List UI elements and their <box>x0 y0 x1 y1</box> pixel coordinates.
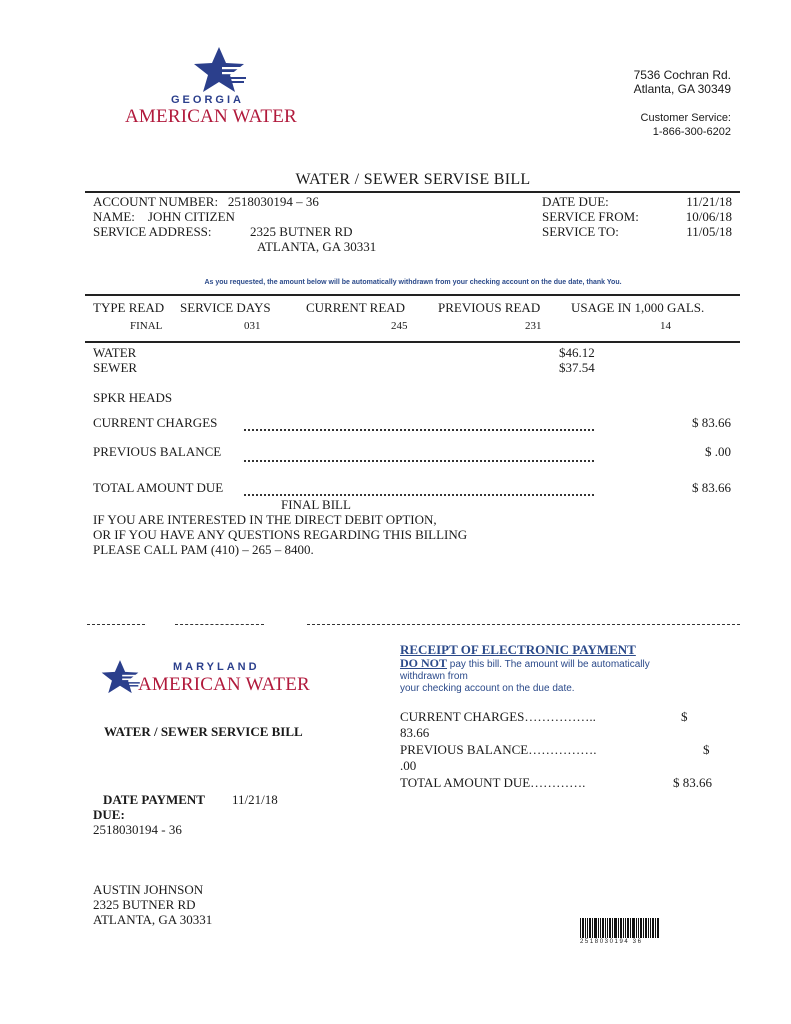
title-rule <box>85 191 740 193</box>
customer-service-label: Customer Service: <box>640 112 731 124</box>
reads-cell-days: 031 <box>244 320 261 332</box>
account-block <box>93 194 376 254</box>
reads-cell-previous: 231 <box>525 320 542 332</box>
star-flag-icon <box>189 45 249 95</box>
company-address-line1: 7536 Cochran Rd. <box>633 68 731 82</box>
reads-header-type: TYPE READ <box>93 300 165 315</box>
account-number-value: 2518030194 – 36 <box>227 194 319 209</box>
receipt-note-line1 <box>400 657 720 671</box>
reads-row <box>0 320 791 334</box>
logo-wordmark: AMERICAN WATER <box>138 674 310 695</box>
contact-note <box>93 512 467 557</box>
date-due-row <box>542 194 732 209</box>
account-number-row <box>93 194 376 209</box>
maryland-logo <box>98 655 313 705</box>
stub-customer-line1: 2325 BUTNER RD <box>93 897 196 912</box>
water-label: WATER <box>93 345 137 360</box>
sewer-value: $37.54 <box>559 360 595 375</box>
receipt-current-value: 83.66 <box>400 725 430 740</box>
contact-note-line2: OR IF YOU HAVE ANY QUESTIONS REGARDING THIS BILLING <box>93 527 468 542</box>
tear-line-right <box>307 624 740 625</box>
receipt-current-label: CURRENT CHARGES…………….. <box>400 709 596 724</box>
logo-wordmark: AMERICAN WATER <box>125 106 297 127</box>
name-label: NAME: <box>93 209 135 224</box>
current-charges-label: CURRENT CHARGES <box>93 415 218 430</box>
stub-title: WATER / SEWER SERVICE BILL <box>104 724 303 739</box>
reads-header-usage: USAGE IN 1,000 GALS. <box>571 300 705 315</box>
reads-header-current: CURRENT READ <box>306 300 406 315</box>
tear-line-mid <box>175 624 264 625</box>
barcode-icon <box>580 918 660 938</box>
current-charges-value: $ 83.66 <box>692 415 731 430</box>
contact-note-line3: PLEASE CALL PAM (410) – 265 – 8400. <box>93 542 314 557</box>
service-to-label: SERVICE TO: <box>542 224 619 239</box>
service-address-line1: 2325 BUTNER RD <box>250 224 353 239</box>
stub-due-label: DUE: <box>93 807 125 822</box>
service-address-row <box>93 224 376 239</box>
final-bill-label: FINAL BILL <box>281 497 351 512</box>
name-row <box>93 209 376 224</box>
customer-service <box>531 111 731 139</box>
service-address-line2: ATLANTA, GA 30331 <box>257 239 377 254</box>
service-to-value: 11/05/18 <box>686 224 732 239</box>
receipt-current-dollar: $ <box>681 709 688 724</box>
receipt-do-not: DO NOT <box>400 656 448 670</box>
account-number-label: ACCOUNT NUMBER: <box>93 194 219 209</box>
receipt-previous-label: PREVIOUS BALANCE……………. <box>400 742 597 757</box>
current-charges-leader <box>244 429 594 431</box>
reads-cell-usage: 14 <box>660 320 671 332</box>
barcode-number: 2518030194 36 <box>580 939 643 945</box>
previous-balance-value: $ .00 <box>705 444 731 459</box>
autopay-note: As you requested, the amount below will be automatically withdrawn from your checking account on the due date, thank You. <box>204 279 622 286</box>
company-address <box>531 68 731 96</box>
previous-balance-label: PREVIOUS BALANCE <box>93 444 222 459</box>
total-due-label: TOTAL AMOUNT DUE <box>93 480 224 495</box>
service-from-value: 10/06/18 <box>685 209 732 224</box>
reads-cell-type: FINAL <box>130 320 163 332</box>
date-due-value: 11/21/18 <box>686 194 732 209</box>
reads-header <box>0 300 791 316</box>
reads-header-days: SERVICE DAYS <box>180 300 271 315</box>
star-flag-icon <box>98 657 142 697</box>
customer-service-phone: 1-866-300-6202 <box>652 126 731 138</box>
stub-date-payment-label: DATE PAYMENT <box>103 792 205 807</box>
service-from-label: SERVICE FROM: <box>542 209 639 224</box>
service-to-row <box>542 224 732 239</box>
reads-top-rule <box>85 294 740 296</box>
receipt-note-text1: pay this bill. The amount will be automatically <box>449 659 650 670</box>
total-due-leader <box>244 494 594 496</box>
stub-customer-line2: ATLANTA, GA 30331 <box>93 912 213 927</box>
reads-cell-current: 245 <box>391 320 408 332</box>
reads-header-previous: PREVIOUS READ <box>438 300 541 315</box>
logo-state: MARYLAND <box>173 661 260 673</box>
previous-balance-leader <box>244 460 594 462</box>
spkr-heads-label: SPKR HEADS <box>93 390 173 405</box>
water-value: $46.12 <box>559 345 595 360</box>
company-address-line2: Atlanta, GA 30349 <box>633 82 731 96</box>
georgia-logo <box>125 45 310 130</box>
receipt-previous-value: .00 <box>400 758 417 773</box>
receipt-note-line3: your checking account on the due date. <box>400 683 575 694</box>
reads-bottom-rule <box>85 341 740 343</box>
total-due-value: $ 83.66 <box>692 480 731 495</box>
receipt-total-label: TOTAL AMOUNT DUE…………. <box>400 775 586 790</box>
receipt-title: RECEIPT OF ELECTRONIC PAYMENT <box>400 642 636 657</box>
stub-customer-name: AUSTIN JOHNSON <box>93 882 204 897</box>
tear-line-left <box>87 624 145 625</box>
stub-date-value: 11/21/18 <box>232 792 278 807</box>
receipt-total-value: $ 83.66 <box>673 775 712 790</box>
receipt-note <box>400 657 720 695</box>
date-due-label: DATE DUE: <box>542 194 609 209</box>
stub-account: 2518030194 - 36 <box>93 822 182 837</box>
stub-customer <box>93 882 212 927</box>
name-value: JOHN CITIZEN <box>147 209 235 224</box>
receipt-note-line2: withdrawn from <box>400 671 468 682</box>
sewer-label: SEWER <box>93 360 138 375</box>
receipt-previous-dollar: $ <box>703 742 710 757</box>
service-from-row <box>542 209 732 224</box>
contact-note-line1: IF YOU ARE INTERESTED IN THE DIRECT DEBIT OPTION, <box>93 512 437 527</box>
dates-block <box>542 194 732 239</box>
bill-title: WATER / SEWER SERVISE BILL <box>295 171 531 188</box>
barcode <box>580 918 660 948</box>
logo-state: GEORGIA <box>171 94 244 106</box>
service-address-label: SERVICE ADDRESS: <box>93 224 212 239</box>
